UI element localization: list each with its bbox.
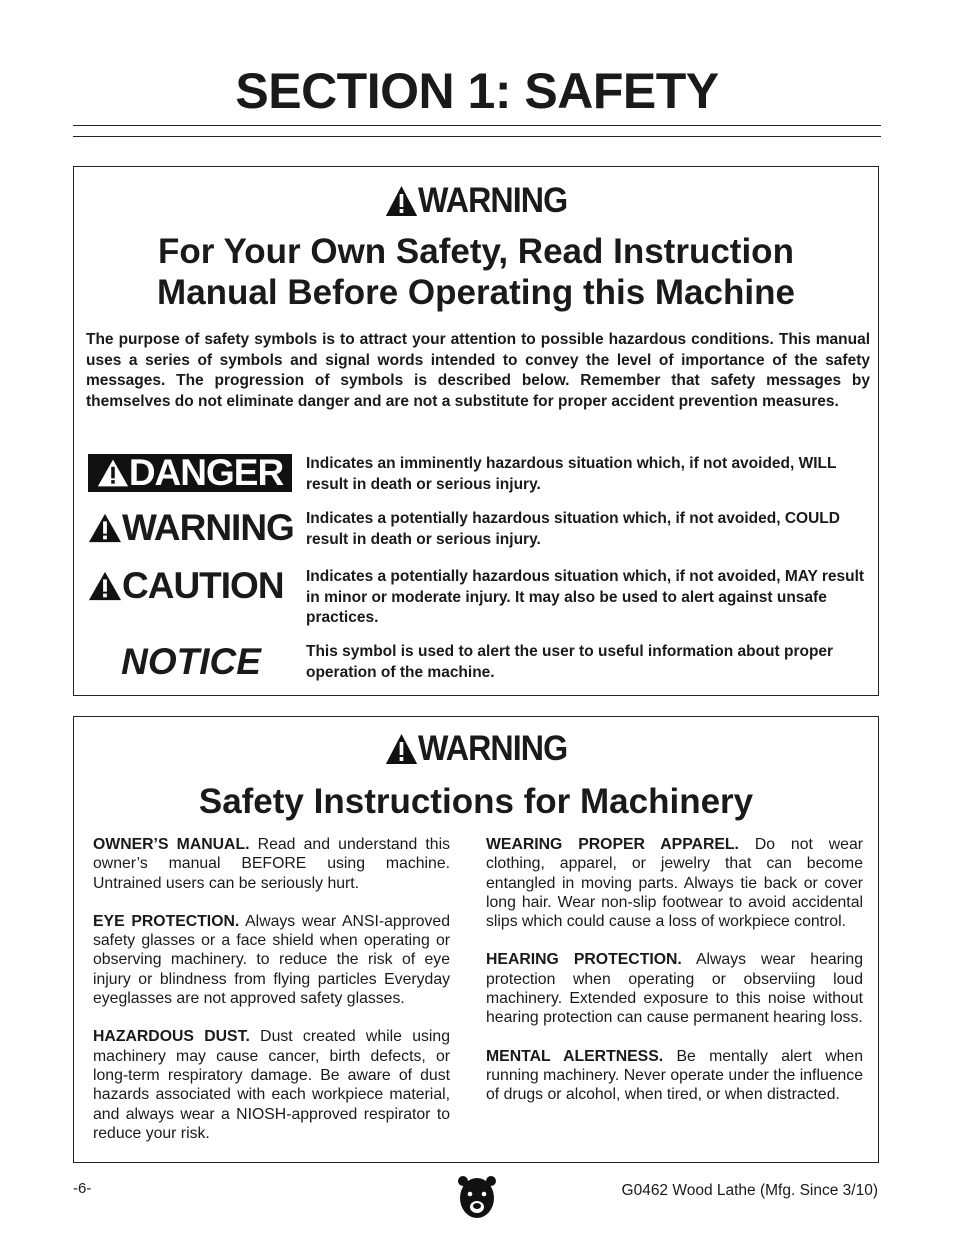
item-heading: OWNER’S MANUAL. bbox=[93, 836, 250, 853]
page-number: -6- bbox=[73, 1180, 92, 1197]
safety-symbols-box bbox=[73, 166, 879, 696]
warning-word-2: WARNING bbox=[417, 729, 568, 768]
warning-symbol-signal bbox=[88, 508, 294, 548]
notice-description: This symbol is used to alert the user to useful information about proper operation of the machine. bbox=[306, 643, 834, 681]
item-body: Always wear ANSI-approved safety glasses or a face shield when operating or observing machinery. to reduce the risk of eye injury or blindness from flying particles Everyday eyeglasses are not approved safety glasses. bbox=[93, 912, 451, 1008]
warning-triangle-icon bbox=[88, 512, 122, 544]
footer-model: G0462 Wood Lathe (Mfg. Since 3/10) bbox=[621, 1182, 878, 1199]
item-heading: WEARING PROPER APPAREL. bbox=[486, 836, 739, 853]
warning-header bbox=[74, 181, 878, 222]
item-body: Always wear hearing protection when operating or observiing loud machinery. Extended exposure to this noise without hearing protection can cause permanent hearing loss. bbox=[486, 951, 863, 1027]
danger-bar bbox=[88, 454, 292, 492]
intro-paragraph: The purpose of safety symbols is to attract your attention to possible hazardous conditions. This manual uses a series of symbols and signal words intended to convey the level of importance of the safety messages. The progression of symbols is described below. Remember that safety messages by themselves do not eliminate danger and are not a substitute for proper accident prevention measures. bbox=[86, 331, 870, 410]
right-column bbox=[486, 835, 863, 1124]
caution-word: CAUTION bbox=[122, 565, 284, 606]
warning-symbol-word: WARNING bbox=[122, 507, 294, 548]
item-body: Dust created while using machinery may cause cancer, birth defects, or long-term respiratory damage. Be aware of dust hazards associated with each workpiece material, and always wear a NIOSH-approved respirator to reduce your risk. bbox=[93, 1028, 450, 1142]
danger-symbol bbox=[88, 454, 294, 494]
notice-word: NOTICE bbox=[121, 641, 261, 682]
caution-symbol-signal bbox=[88, 566, 294, 606]
list-item bbox=[93, 835, 450, 893]
item-heading: EYE PROTECTION. bbox=[93, 912, 240, 930]
warning-triangle-icon bbox=[385, 185, 418, 217]
notice-symbol bbox=[88, 641, 294, 681]
box1-headline-1: For Your Own Safety, Read Instruction bbox=[158, 232, 794, 271]
left-column bbox=[93, 835, 450, 1162]
warning-signal-2 bbox=[385, 729, 567, 769]
title-rule-bottom bbox=[73, 136, 881, 137]
list-item bbox=[93, 1027, 450, 1143]
warning-symbol bbox=[88, 508, 294, 548]
item-body: Read and understand this owner’s manual BEFORE using machine. Untrained users can be seriously hurt. bbox=[93, 836, 450, 892]
list-item bbox=[486, 1047, 863, 1105]
caution-symbol bbox=[88, 566, 294, 606]
item-body: Do not wear clothing, apparel, or jewelry that can become entangled in moving parts. Always tie back or cover long hair. Wear non-slip footwear to avoid accidental slips which could cause a loss of workpiece control. bbox=[486, 836, 864, 931]
caution-triangle-icon bbox=[88, 570, 122, 602]
danger-word: DANGER bbox=[128, 452, 284, 493]
list-item bbox=[93, 912, 450, 1008]
item-heading: HEARING PROTECTION. bbox=[486, 951, 682, 969]
caution-description: Indicates a potentially hazardous situation which, if not avoided, MAY result in minor or moderate injury. It may also be used to alert against unsafe practices. bbox=[306, 568, 865, 626]
warning-header-2 bbox=[74, 729, 878, 770]
warning-signal bbox=[385, 181, 567, 221]
warning-triangle-icon bbox=[385, 733, 418, 765]
box2-headline: Safety Instructions for Machinery bbox=[198, 782, 754, 821]
machinery-safety-box bbox=[73, 716, 879, 1163]
title-rule-top bbox=[73, 125, 881, 126]
bear-logo-icon bbox=[457, 1174, 497, 1220]
danger-triangle-icon bbox=[97, 458, 129, 488]
item-body: Be mentally alert when running machinery. Never operate under the influence of drugs or alcohol, when tired, or when distracted. bbox=[486, 1047, 863, 1104]
list-item bbox=[486, 950, 863, 1027]
box1-headline-2: Manual Before Operating this Machine bbox=[157, 273, 795, 312]
danger-description: Indicates an imminently hazardous situation which, if not avoided, WILL result in death or serious injury. bbox=[306, 455, 837, 493]
item-heading: HAZARDOUS DUST. bbox=[93, 1028, 250, 1046]
page-title: SECTION 1: SAFETY bbox=[235, 63, 719, 119]
list-item bbox=[486, 835, 863, 931]
item-heading: MENTAL ALERTNESS. bbox=[486, 1047, 664, 1065]
warning-word: WARNING bbox=[417, 181, 568, 220]
warning-description: Indicates a potentially hazardous situation which, if not avoided, COULD result in death or serious injury. bbox=[306, 510, 840, 548]
